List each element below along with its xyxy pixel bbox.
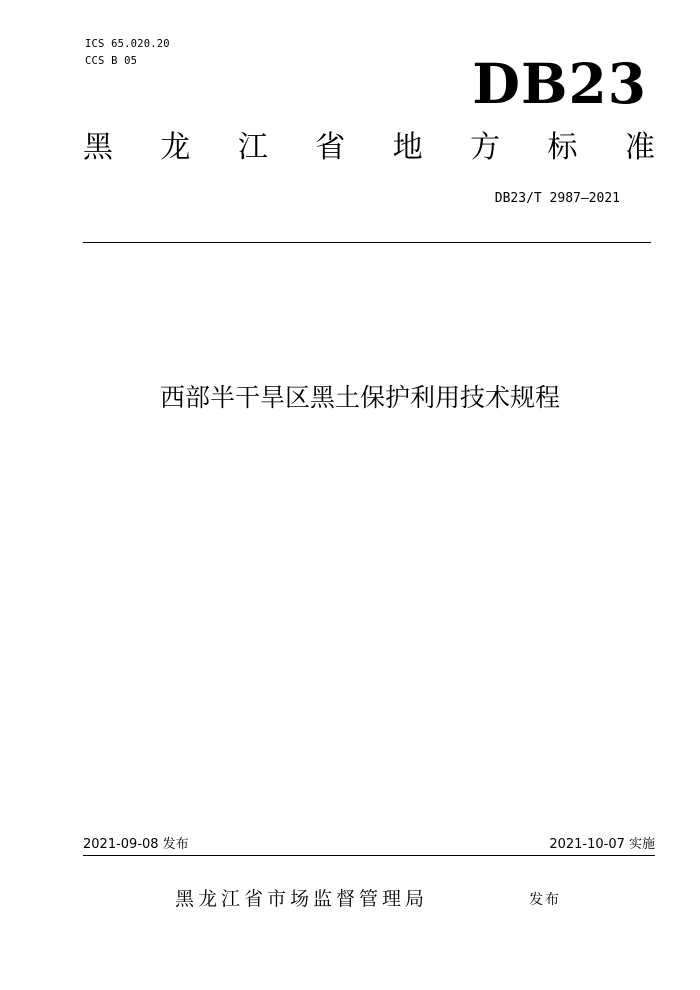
standard-type-char: 江 bbox=[237, 130, 268, 165]
issuer-name: 黑龙江省市场监督管理局 bbox=[175, 888, 429, 910]
standard-type-char: 标 bbox=[547, 130, 578, 165]
implement-date: 2021-10-07 实施 bbox=[549, 837, 655, 852]
publish-date: 2021-09-08 发布 bbox=[83, 837, 189, 852]
standard-number: DB23/T 2987—2021 bbox=[494, 191, 620, 206]
standard-type-char: 龙 bbox=[160, 130, 191, 165]
standard-type-char: 准 bbox=[624, 130, 655, 165]
standard-type-heading bbox=[83, 128, 655, 168]
document-title: 西部半干旱区黑土保护利用技术规程 bbox=[159, 383, 560, 412]
standard-type-char: 省 bbox=[315, 130, 346, 165]
ccs-code: CCS B 05 bbox=[85, 55, 138, 67]
standard-logo: DB23 bbox=[472, 51, 647, 116]
header-divider bbox=[83, 242, 651, 243]
ics-code: ICS 65.020.20 bbox=[85, 38, 170, 50]
standard-type-char: 黑 bbox=[83, 130, 113, 165]
standard-type-char: 方 bbox=[470, 130, 501, 165]
standard-type-char: 地 bbox=[392, 130, 423, 165]
footer-divider bbox=[83, 855, 655, 856]
issuer-suffix: 发布 bbox=[529, 892, 561, 908]
